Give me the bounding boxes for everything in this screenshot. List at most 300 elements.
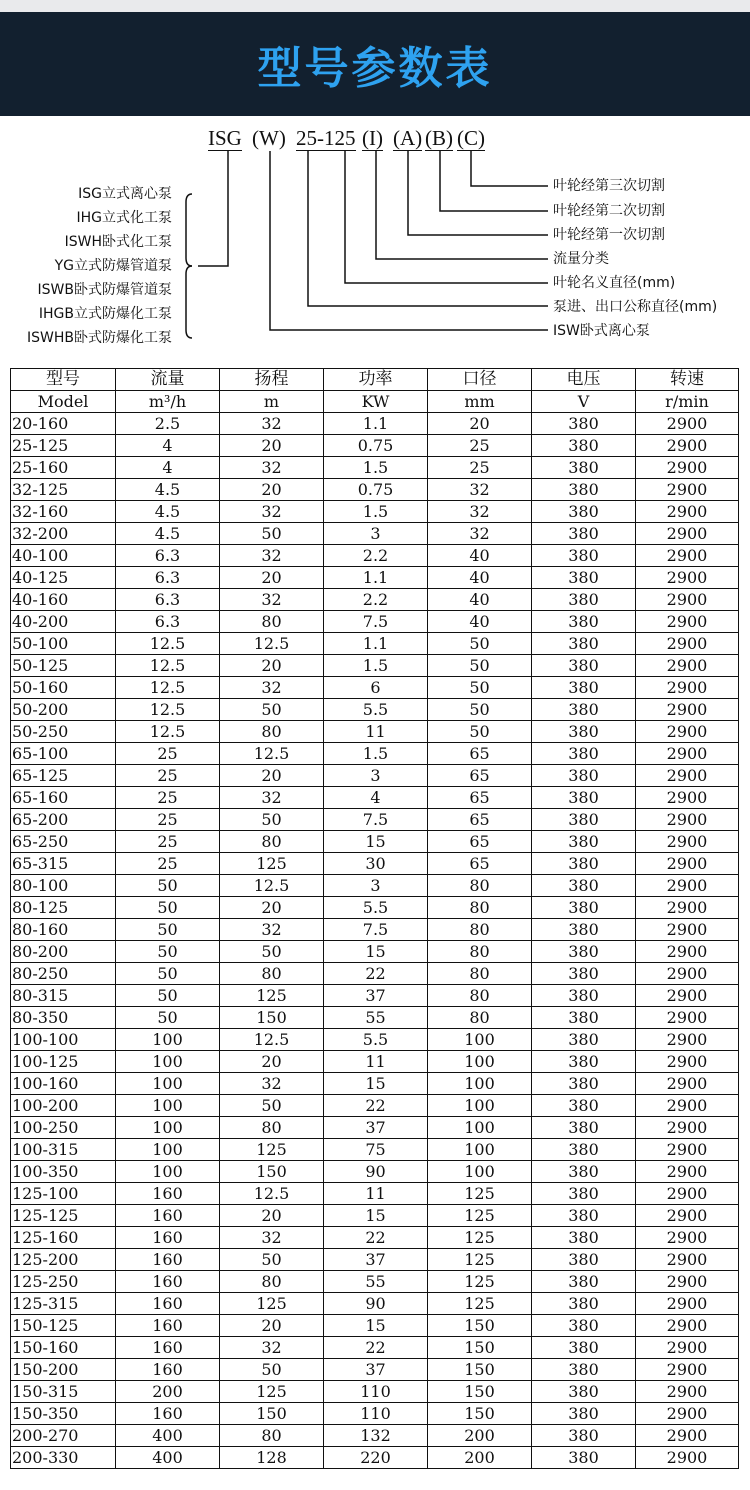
table-row [11,655,739,677]
cell-model: 65-250 [11,831,116,853]
cell-speed: 2900 [636,567,739,589]
cell-power: 22 [324,1337,428,1359]
cell-model: 150-315 [11,1381,116,1403]
cell-voltage: 380 [532,721,636,743]
cell-diameter: 50 [428,633,532,655]
cell-diameter: 20 [428,413,532,435]
cell-flow: 12.5 [116,633,220,655]
cell-voltage: 380 [532,1447,636,1469]
table-row [11,545,739,567]
cell-model: 80-350 [11,1007,116,1029]
cell-model: 150-125 [11,1315,116,1337]
cell-flow: 12.5 [116,677,220,699]
model-code-diagram [0,116,750,366]
cell-diameter: 50 [428,655,532,677]
cell-diameter: 80 [428,919,532,941]
cell-head: 80 [220,963,324,985]
cell-flow: 25 [116,743,220,765]
cell-flow: 4.5 [116,479,220,501]
cell-diameter: 25 [428,457,532,479]
cell-flow: 200 [116,1381,220,1403]
cell-voltage: 380 [532,413,636,435]
cell-diameter: 32 [428,479,532,501]
table-row [11,633,739,655]
cell-flow: 400 [116,1447,220,1469]
cell-head: 32 [220,413,324,435]
left-label: IHGB立式防爆化工泵 [38,306,172,322]
cell-head: 32 [220,1227,324,1249]
cell-diameter: 125 [428,1227,532,1249]
cell-speed: 2900 [636,963,739,985]
cell-diameter: 80 [428,897,532,919]
cell-voltage: 380 [532,1227,636,1249]
cell-model: 150-200 [11,1359,116,1381]
cell-model: 150-350 [11,1403,116,1425]
cell-voltage: 380 [532,611,636,633]
cell-power: 15 [324,941,428,963]
table-row [11,1359,739,1381]
cell-power: 220 [324,1447,428,1469]
cell-power: 37 [324,1359,428,1381]
cell-diameter: 150 [428,1337,532,1359]
cell-voltage: 380 [532,1161,636,1183]
cell-voltage: 380 [532,1315,636,1337]
cell-model: 40-200 [11,611,116,633]
cell-head: 50 [220,699,324,721]
cell-power: 6 [324,677,428,699]
cell-voltage: 380 [532,897,636,919]
cell-model: 25-125 [11,435,116,457]
cell-voltage: 380 [532,853,636,875]
cell-flow: 160 [116,1293,220,1315]
table-row [11,743,739,765]
table-row [11,1117,739,1139]
cell-power: 1.5 [324,743,428,765]
cell-head: 12.5 [220,875,324,897]
cell-speed: 2900 [636,1337,739,1359]
cell-speed: 2900 [636,1381,739,1403]
cell-head: 50 [220,941,324,963]
cell-model: 40-160 [11,589,116,611]
cell-head: 12.5 [220,633,324,655]
cell-voltage: 380 [532,633,636,655]
cell-diameter: 150 [428,1403,532,1425]
cell-model: 125-315 [11,1293,116,1315]
cell-flow: 160 [116,1205,220,1227]
cell-flow: 160 [116,1227,220,1249]
cell-voltage: 380 [532,1139,636,1161]
unit-flow: m³/h [116,391,220,413]
cell-head: 150 [220,1007,324,1029]
cell-diameter: 50 [428,699,532,721]
cell-voltage: 380 [532,1183,636,1205]
table-row [11,589,739,611]
cell-speed: 2900 [636,1095,739,1117]
cell-head: 12.5 [220,1029,324,1051]
cell-power: 4 [324,787,428,809]
cell-diameter: 100 [428,1051,532,1073]
cell-diameter: 100 [428,1117,532,1139]
cell-diameter: 100 [428,1161,532,1183]
cell-voltage: 380 [532,1117,636,1139]
cell-speed: 2900 [636,1029,739,1051]
cell-head: 125 [220,985,324,1007]
cell-model: 32-125 [11,479,116,501]
code-cut-c: (C) [457,126,485,150]
table-row [11,1381,739,1403]
cell-head: 80 [220,1425,324,1447]
table-row [11,941,739,963]
cell-head: 50 [220,809,324,831]
cell-head: 32 [220,1073,324,1095]
cell-voltage: 380 [532,1051,636,1073]
cell-model: 80-100 [11,875,116,897]
cell-model: 100-125 [11,1051,116,1073]
cell-head: 20 [220,479,324,501]
cell-voltage: 380 [532,1359,636,1381]
cell-flow: 100 [116,1051,220,1073]
cell-head: 50 [220,523,324,545]
cell-flow: 4 [116,435,220,457]
right-label: 叶轮经第二次切割 [553,203,665,219]
cell-voltage: 380 [532,1073,636,1095]
table-row [11,699,739,721]
cell-diameter: 125 [428,1205,532,1227]
table-row [11,1073,739,1095]
cell-flow: 50 [116,1007,220,1029]
cell-voltage: 380 [532,1403,636,1425]
cell-power: 55 [324,1007,428,1029]
cell-power: 37 [324,985,428,1007]
code-horizontal: (W) [252,126,286,150]
table-row [11,1007,739,1029]
cell-flow: 160 [116,1271,220,1293]
cell-voltage: 380 [532,831,636,853]
cell-model: 80-125 [11,897,116,919]
code-cut-b: (B) [425,126,453,150]
cell-voltage: 380 [532,787,636,809]
cell-power: 1.1 [324,567,428,589]
cell-power: 15 [324,1315,428,1337]
cell-flow: 6.3 [116,545,220,567]
cell-diameter: 80 [428,963,532,985]
cell-diameter: 65 [428,765,532,787]
cell-head: 80 [220,1117,324,1139]
cell-head: 125 [220,853,324,875]
table-row [11,765,739,787]
cell-head: 32 [220,501,324,523]
table-row [11,1447,739,1469]
cell-power: 22 [324,1095,428,1117]
cell-model: 125-100 [11,1183,116,1205]
cell-voltage: 380 [532,479,636,501]
cell-diameter: 150 [428,1359,532,1381]
cell-speed: 2900 [636,1403,739,1425]
cell-head: 125 [220,1381,324,1403]
cell-speed: 2900 [636,1007,739,1029]
cell-model: 40-100 [11,545,116,567]
cell-power: 1.5 [324,501,428,523]
cell-model: 125-200 [11,1249,116,1271]
cell-head: 20 [220,897,324,919]
left-label: ISG立式离心泵 [78,186,172,202]
cell-diameter: 125 [428,1183,532,1205]
cell-power: 22 [324,963,428,985]
cell-speed: 2900 [636,1293,739,1315]
cell-flow: 100 [116,1161,220,1183]
cell-speed: 2900 [636,897,739,919]
header-row-cn [11,369,739,391]
cell-diameter: 40 [428,611,532,633]
cell-diameter: 80 [428,985,532,1007]
cell-head: 150 [220,1161,324,1183]
cell-flow: 6.3 [116,611,220,633]
cell-power: 37 [324,1117,428,1139]
cell-head: 80 [220,831,324,853]
cell-power: 3 [324,875,428,897]
cell-power: 55 [324,1271,428,1293]
cell-model: 100-250 [11,1117,116,1139]
table-row [11,1029,739,1051]
cell-flow: 160 [116,1249,220,1271]
header-model: 型号 [11,369,116,391]
left-label: ISWH卧式化工泵 [64,234,172,250]
cell-flow: 25 [116,765,220,787]
cell-diameter: 32 [428,501,532,523]
table-body [11,413,739,1469]
cell-flow: 160 [116,1403,220,1425]
table-row [11,919,739,941]
table-row [11,413,739,435]
cell-power: 5.5 [324,897,428,919]
cell-power: 15 [324,831,428,853]
cell-power: 7.5 [324,809,428,831]
cell-head: 32 [220,919,324,941]
cell-power: 1.1 [324,413,428,435]
cell-speed: 2900 [636,1271,739,1293]
table-row [11,1337,739,1359]
cell-head: 80 [220,721,324,743]
cell-power: 5.5 [324,699,428,721]
cell-head: 20 [220,765,324,787]
table-row [11,897,739,919]
cell-flow: 50 [116,897,220,919]
cell-head: 32 [220,1337,324,1359]
cell-model: 40-125 [11,567,116,589]
cell-model: 65-200 [11,809,116,831]
cell-flow: 160 [116,1315,220,1337]
left-label: ISWHB卧式防爆化工泵 [27,330,172,346]
cell-power: 0.75 [324,479,428,501]
cell-power: 7.5 [324,611,428,633]
cell-diameter: 80 [428,941,532,963]
cell-head: 20 [220,1051,324,1073]
cell-voltage: 380 [532,1205,636,1227]
cell-power: 11 [324,1183,428,1205]
cell-head: 50 [220,1095,324,1117]
code-cut-a: (A) [393,126,423,150]
cell-diameter: 40 [428,589,532,611]
table-row [11,1227,739,1249]
cell-power: 5.5 [324,1029,428,1051]
cell-speed: 2900 [636,523,739,545]
cell-voltage: 380 [532,1425,636,1447]
cell-voltage: 380 [532,1029,636,1051]
cell-voltage: 380 [532,1095,636,1117]
top-strip [0,0,750,12]
cell-diameter: 80 [428,1007,532,1029]
cell-model: 200-270 [11,1425,116,1447]
cell-head: 20 [220,1315,324,1337]
cell-model: 65-100 [11,743,116,765]
table-row [11,721,739,743]
cell-head: 50 [220,1359,324,1381]
cell-head: 128 [220,1447,324,1469]
cell-flow: 2.5 [116,413,220,435]
cell-diameter: 40 [428,545,532,567]
cell-diameter: 65 [428,787,532,809]
unit-diameter: mm [428,391,532,413]
cell-power: 110 [324,1381,428,1403]
table-row [11,853,739,875]
cell-power: 90 [324,1293,428,1315]
cell-speed: 2900 [636,1139,739,1161]
cell-diameter: 65 [428,809,532,831]
table-row [11,1095,739,1117]
cell-voltage: 380 [532,501,636,523]
cell-voltage: 380 [532,941,636,963]
table-row [11,1205,739,1227]
header-head: 扬程 [220,369,324,391]
table-row [11,787,739,809]
code-size: 25-125 [296,126,356,150]
cell-diameter: 65 [428,743,532,765]
cell-speed: 2900 [636,853,739,875]
table-row [11,1183,739,1205]
cell-model: 50-100 [11,633,116,655]
cell-flow: 160 [116,1359,220,1381]
cell-voltage: 380 [532,545,636,567]
unit-speed: r/min [636,391,739,413]
cell-model: 80-200 [11,941,116,963]
table-row [11,457,739,479]
code-series: ISG [208,126,242,150]
cell-speed: 2900 [636,1183,739,1205]
cell-head: 80 [220,611,324,633]
cell-speed: 2900 [636,1425,739,1447]
cell-head: 20 [220,435,324,457]
table-row [11,479,739,501]
cell-diameter: 100 [428,1029,532,1051]
cell-flow: 6.3 [116,567,220,589]
cell-power: 1.5 [324,457,428,479]
cell-flow: 4.5 [116,501,220,523]
cell-diameter: 200 [428,1425,532,1447]
cell-voltage: 380 [532,655,636,677]
cell-voltage: 380 [532,589,636,611]
cell-power: 132 [324,1425,428,1447]
cell-speed: 2900 [636,479,739,501]
cell-flow: 12.5 [116,721,220,743]
header-power: 功率 [324,369,428,391]
cell-flow: 50 [116,919,220,941]
table-row [11,1249,739,1271]
cell-diameter: 65 [428,853,532,875]
cell-flow: 12.5 [116,699,220,721]
cell-head: 50 [220,1249,324,1271]
cell-diameter: 125 [428,1293,532,1315]
cell-speed: 2900 [636,1359,739,1381]
cell-power: 11 [324,721,428,743]
cell-voltage: 380 [532,809,636,831]
cell-power: 2.2 [324,589,428,611]
cell-head: 32 [220,677,324,699]
cell-voltage: 380 [532,919,636,941]
cell-diameter: 100 [428,1073,532,1095]
table-row [11,1161,739,1183]
cell-head: 150 [220,1403,324,1425]
cell-diameter: 100 [428,1095,532,1117]
cell-speed: 2900 [636,413,739,435]
cell-voltage: 380 [532,1271,636,1293]
cell-model: 150-160 [11,1337,116,1359]
cell-model: 100-200 [11,1095,116,1117]
cell-flow: 400 [116,1425,220,1447]
cell-model: 65-125 [11,765,116,787]
left-label: YG立式防爆管道泵 [54,258,172,274]
cell-diameter: 32 [428,523,532,545]
cell-power: 3 [324,523,428,545]
cell-diameter: 80 [428,875,532,897]
cell-speed: 2900 [636,1161,739,1183]
cell-model: 100-100 [11,1029,116,1051]
cell-head: 32 [220,457,324,479]
cell-flow: 100 [116,1029,220,1051]
cell-flow: 12.5 [116,655,220,677]
cell-voltage: 380 [532,743,636,765]
table-row [11,985,739,1007]
cell-voltage: 380 [532,1007,636,1029]
cell-diameter: 150 [428,1315,532,1337]
cell-diameter: 50 [428,677,532,699]
title-banner [0,12,750,116]
table-row [11,963,739,985]
cell-flow: 4.5 [116,523,220,545]
cell-head: 32 [220,787,324,809]
table-row [11,567,739,589]
cell-speed: 2900 [636,1447,739,1469]
cell-model: 200-330 [11,1447,116,1469]
cell-voltage: 380 [532,1337,636,1359]
cell-power: 30 [324,853,428,875]
table-row [11,677,739,699]
cell-speed: 2900 [636,1227,739,1249]
cell-speed: 2900 [636,765,739,787]
table-row [11,435,739,457]
cell-model: 100-350 [11,1161,116,1183]
cell-diameter: 25 [428,435,532,457]
cell-power: 15 [324,1073,428,1095]
cell-power: 15 [324,1205,428,1227]
cell-model: 125-250 [11,1271,116,1293]
cell-speed: 2900 [636,1073,739,1095]
cell-speed: 2900 [636,699,739,721]
table-row [11,1425,739,1447]
cell-voltage: 380 [532,1249,636,1271]
cell-model: 50-250 [11,721,116,743]
parameter-table [10,368,739,1469]
cell-flow: 25 [116,809,220,831]
